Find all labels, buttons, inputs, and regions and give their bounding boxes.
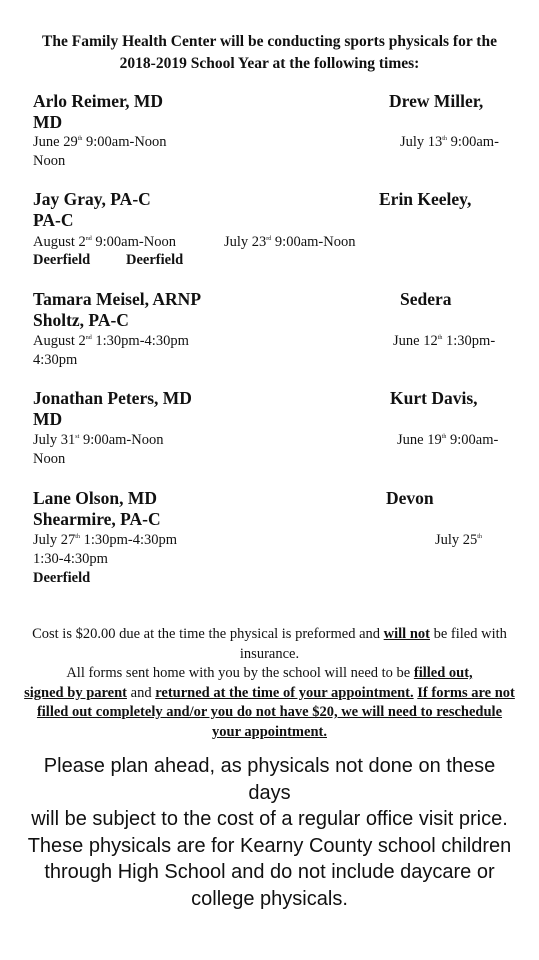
schedule-date: July 13th 9:00am- bbox=[400, 134, 499, 150]
filled-out-emphasis: filled out, bbox=[413, 665, 473, 681]
provider-name-continued: Sholtz, PA-C bbox=[33, 310, 129, 330]
schedule-date: July 25th bbox=[435, 532, 482, 548]
schedule-date: July 27th 1:30pm-4:30pm bbox=[33, 532, 178, 548]
location-label: Deerfield bbox=[33, 570, 91, 586]
schedule-date-continued: 1:30-4:30pm bbox=[33, 551, 108, 567]
flyer-header bbox=[20, 31, 519, 75]
provider-name: Jonathan Peters, MD bbox=[33, 388, 192, 408]
provider-name: Erin Keeley, bbox=[379, 189, 472, 209]
provider-name: Arlo Reimer, MD bbox=[33, 91, 164, 111]
will-not-emphasis: will not bbox=[383, 626, 430, 642]
plan-line: will be subject to the cost of a regular office visit price. bbox=[31, 808, 508, 830]
header-line-2: 2018-2019 School Year at the following times: bbox=[119, 55, 420, 72]
provider-name: Drew Miller, bbox=[389, 91, 484, 111]
schedule-date-continued: Noon bbox=[33, 153, 66, 169]
plan-line: These physicals are for Kearny County school children bbox=[27, 834, 512, 857]
provider-name: Jay Gray, PA-C bbox=[33, 189, 151, 209]
forms-text: All forms sent home with you by the school will need to be bbox=[66, 665, 414, 681]
provider-name-continued: MD bbox=[33, 112, 63, 132]
schedule-date: July 31st 9:00am-Noon bbox=[33, 432, 164, 448]
schedule-date: August 2nd 1:30pm-4:30pm bbox=[33, 333, 189, 349]
forms-text: and bbox=[127, 684, 156, 701]
plan-ahead-notice bbox=[22, 753, 517, 912]
provider-name: Devon bbox=[386, 488, 434, 508]
provider-name: Lane Olson, MD bbox=[33, 488, 157, 508]
plan-line: through High School and do not include daycare or bbox=[44, 861, 495, 883]
header-line-1: The Family Health Center will be conducting sports physicals for the bbox=[42, 33, 497, 50]
provider-name-continued: PA-C bbox=[33, 210, 74, 230]
plan-line: Please plan ahead, as physicals not done on these days bbox=[43, 755, 496, 804]
provider-name: Sedera bbox=[400, 289, 452, 309]
schedule-date: July 23rd 9:00am-Noon bbox=[224, 234, 356, 250]
provider-name-continued: Shearmire, PA-C bbox=[33, 509, 161, 529]
reschedule-warning: If forms are not filled out completely and/or you do not have $20, we will need to reschedule your appointment. bbox=[36, 684, 515, 740]
schedule-date: August 2nd 9:00am-Noon bbox=[33, 234, 176, 250]
location-label: Deerfield bbox=[33, 252, 91, 268]
schedule-date-continued: Noon bbox=[33, 451, 66, 467]
returned-emphasis: returned at the time of your appointment. bbox=[155, 684, 414, 701]
cost-text: Cost is $20.00 due at the time the physical is preformed and bbox=[32, 626, 384, 642]
schedule-date: June 12th 1:30pm- bbox=[393, 333, 496, 349]
schedule-date: June 29th 9:00am-Noon bbox=[33, 134, 167, 150]
cost-notice bbox=[22, 625, 517, 742]
provider-name-continued: MD bbox=[33, 409, 63, 429]
provider-name: Kurt Davis, bbox=[390, 388, 478, 408]
signed-by-parent-emphasis: signed by parent bbox=[24, 684, 128, 701]
plan-line: college physicals. bbox=[191, 887, 348, 910]
cost-text: be filed with insurance. bbox=[239, 626, 507, 662]
schedule-date-continued: 4:30pm bbox=[33, 352, 78, 368]
provider-name: Tamara Meisel, ARNP bbox=[33, 289, 202, 309]
location-label: Deerfield bbox=[126, 252, 184, 268]
schedule-date: June 19th 9:00am- bbox=[397, 432, 499, 448]
